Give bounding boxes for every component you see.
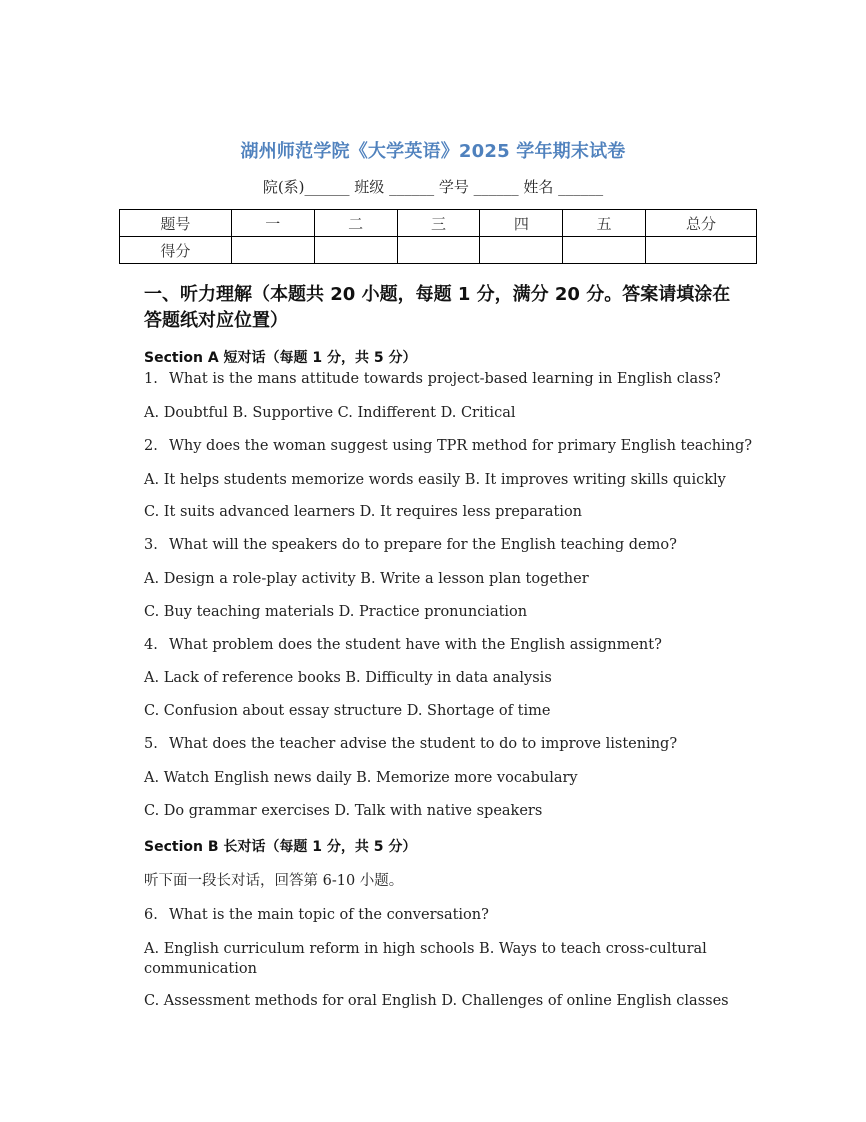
- question-3: [144, 535, 764, 555]
- question-1: [144, 369, 764, 389]
- question-1-options: A. Doubtful B. Supportive C. Indifferent D. Critical: [144, 405, 516, 421]
- score-table: [119, 209, 757, 264]
- score-input-part2[interactable]: [314, 237, 397, 264]
- score-cell-part5: 五: [563, 210, 646, 237]
- question-number: 4.: [144, 637, 158, 653]
- score-cell-part2: 二: [314, 210, 397, 237]
- exam-title: 湖州师范学院《大学英语》2025 学年期末试卷: [240, 141, 626, 162]
- question-6-options-cd: C. Assessment methods for oral English D. Challenges of online English classes: [144, 993, 729, 1009]
- question-number: 3.: [144, 537, 158, 553]
- question-2-options-ab: A. It helps students memorize words easily B. It improves writing skills quickly: [144, 472, 726, 488]
- score-input-part4[interactable]: [480, 237, 563, 264]
- student-info-line: 院(系)______ 班级 ______ 学号 ______ 姓名 ______: [262, 178, 604, 196]
- question-6: [144, 905, 764, 925]
- question-text: Why does the woman suggest using TPR method for primary English teaching?: [169, 438, 753, 454]
- question-3-options-ab: A. Design a role-play activity B. Write a lesson plan together: [144, 571, 589, 587]
- score-table-score-row: [120, 237, 757, 264]
- score-cell-part1: 一: [231, 210, 314, 237]
- question-5-options-ab: A. Watch English news daily B. Memorize more vocabulary: [144, 770, 578, 786]
- section-b-intro: 听下面一段长对话，回答第 6-10 小题。: [144, 873, 404, 889]
- question-2-options-cd: C. It suits advanced learners D. It requires less preparation: [144, 504, 583, 520]
- question-text: What will the speakers do to prepare for the English teaching demo?: [169, 537, 677, 553]
- question-4-options-ab: A. Lack of reference books B. Difficulty in data analysis: [144, 670, 552, 686]
- score-input-total[interactable]: [646, 237, 757, 264]
- question-text: What problem does the student have with the English assignment?: [169, 637, 662, 653]
- question-text: What is the mans attitude towards project-based learning in English class?: [169, 371, 721, 387]
- question-6-options-ab: A. English curriculum reform in high schools B. Ways to teach cross-cultural communication: [144, 941, 707, 977]
- question-number: 2.: [144, 438, 158, 454]
- question-number: 5.: [144, 736, 158, 752]
- score-input-part3[interactable]: [397, 237, 480, 264]
- score-cell-label: 题号: [120, 210, 232, 237]
- score-input-part5[interactable]: [563, 237, 646, 264]
- question-4-options-cd: C. Confusion about essay structure D. Shortage of time: [144, 703, 551, 719]
- question-text: What does the teacher advise the student to do to improve listening?: [169, 736, 678, 752]
- score-table-header-row: [120, 210, 757, 237]
- question-3-options-cd: C. Buy teaching materials D. Practice pronunciation: [144, 604, 528, 620]
- question-5-options-cd: C. Do grammar exercises D. Talk with native speakers: [144, 803, 543, 819]
- score-input-part1[interactable]: [231, 237, 314, 264]
- question-text: What is the main topic of the conversation?: [169, 907, 489, 923]
- score-cell-part4: 四: [480, 210, 563, 237]
- section-a-heading: Section A 短对话（每题 1 分，共 5 分）: [144, 350, 417, 366]
- question-4: [144, 635, 764, 655]
- question-number: 1.: [144, 371, 158, 387]
- question-2: [144, 436, 764, 456]
- part1-heading: 一、听力理解（本题共 20 小题，每题 1 分，满分 20 分。答案请填涂在答题纸对应位置）: [144, 284, 731, 331]
- score-row-label: 得分: [120, 237, 232, 264]
- question-number: 6.: [144, 907, 158, 923]
- question-5: [144, 734, 764, 754]
- section-b-heading: Section B 长对话（每题 1 分，共 5 分）: [144, 839, 417, 855]
- score-cell-total: 总分: [646, 210, 757, 237]
- score-cell-part3: 三: [397, 210, 480, 237]
